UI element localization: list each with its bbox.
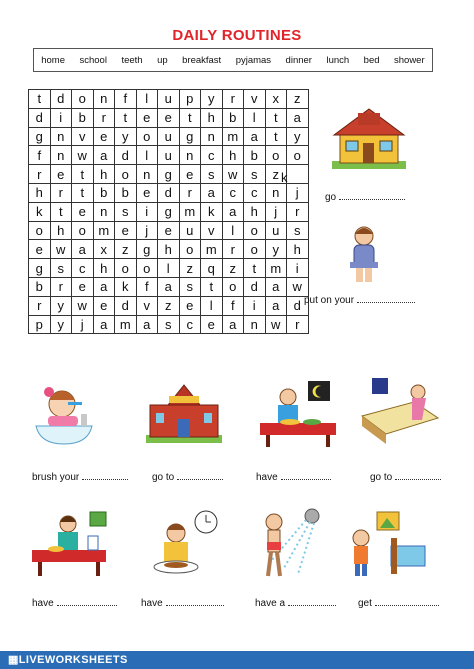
grid-cell[interactable]: v — [72, 127, 94, 146]
grid-cell[interactable]: h — [287, 240, 309, 259]
grid-cell[interactable]: r — [222, 90, 244, 109]
grid-cell[interactable]: a — [93, 146, 115, 165]
grid-cell[interactable]: d — [50, 90, 72, 109]
footer-bar — [0, 651, 474, 669]
grid-cell[interactable]: c — [72, 259, 94, 278]
grid-cell[interactable]: p — [179, 90, 201, 109]
grid-cell[interactable]: x — [265, 90, 287, 109]
grid-cell[interactable]: y — [201, 90, 223, 109]
school-picture — [144, 381, 224, 445]
grid-cell[interactable]: w — [50, 240, 72, 259]
grid-cell[interactable]: r — [287, 315, 309, 334]
prompt-have-lunch: have — [141, 597, 224, 609]
grid-cell[interactable]: g — [158, 202, 180, 221]
grid-cell[interactable]: f — [115, 90, 137, 109]
grid-cell[interactable]: u — [158, 90, 180, 109]
grid-cell[interactable]: b — [115, 183, 137, 202]
word-home: home — [41, 54, 65, 66]
grid-cell[interactable]: m — [201, 240, 223, 259]
grid-cell[interactable]: c — [222, 183, 244, 202]
grid-cell[interactable]: t — [179, 108, 201, 127]
grid-cell[interactable]: t — [115, 108, 137, 127]
grid-cell[interactable]: m — [222, 127, 244, 146]
grid-cell[interactable]: r — [50, 183, 72, 202]
grid-cell[interactable]: x — [93, 240, 115, 259]
grid-cell[interactable]: j — [136, 221, 158, 240]
grid-cell[interactable]: g — [136, 240, 158, 259]
grid-cell[interactable]: j — [265, 202, 287, 221]
grid-cell[interactable]: e — [179, 165, 201, 184]
prompt-put-on: put on your — [304, 294, 415, 306]
grid-row — [29, 202, 309, 221]
grid-cell[interactable]: r — [29, 296, 51, 315]
grid-cell[interactable]: o — [244, 221, 266, 240]
grid-cell[interactable]: g — [29, 259, 51, 278]
lunch-picture — [144, 509, 224, 579]
grid-cell[interactable]: o — [136, 259, 158, 278]
grid-cell[interactable]: b — [244, 146, 266, 165]
blank-go-to-school[interactable] — [177, 471, 223, 480]
grid-cell[interactable]: b — [222, 108, 244, 127]
breakfast-picture — [30, 510, 108, 578]
prompt-go-to-school: go to — [152, 471, 223, 483]
grid-cell[interactable]: t — [72, 183, 94, 202]
grid-cell[interactable]: h — [158, 240, 180, 259]
grid-cell[interactable]: n — [93, 202, 115, 221]
blank-have-breakfast[interactable] — [57, 597, 117, 606]
grid-cell[interactable]: o — [29, 221, 51, 240]
grid-cell[interactable]: s — [287, 221, 309, 240]
grid-cell[interactable]: e — [136, 183, 158, 202]
grid-cell[interactable]: k — [201, 202, 223, 221]
grid-cell[interactable]: o — [115, 165, 137, 184]
shower-picture — [254, 508, 328, 580]
grid-cell[interactable]: y — [115, 127, 137, 146]
grid-cell[interactable]: u — [158, 127, 180, 146]
word-school: school — [79, 54, 107, 66]
grid-row — [29, 108, 309, 127]
grid-cell[interactable]: a — [93, 277, 115, 296]
grid-cell[interactable]: a — [244, 127, 266, 146]
word-search-grid — [28, 89, 309, 334]
grid-cell[interactable]: y — [50, 296, 72, 315]
grid-cell[interactable]: e — [72, 277, 94, 296]
grid-cell[interactable]: t — [29, 90, 51, 109]
grid-cell[interactable]: n — [179, 146, 201, 165]
grid-cell[interactable]: l — [244, 108, 266, 127]
grid-cell[interactable] — [287, 165, 309, 184]
grid-cell[interactable]: a — [72, 240, 94, 259]
grid-cell[interactable]: t — [265, 108, 287, 127]
grid-extra-letter: k — [281, 170, 288, 185]
word-teeth: teeth — [121, 54, 143, 66]
grid-cell[interactable]: g — [29, 127, 51, 146]
prompt-get-up: get — [358, 597, 439, 609]
grid-cell[interactable]: n — [93, 90, 115, 109]
blank-have-a-shower[interactable] — [288, 597, 336, 606]
grid-cell[interactable]: o — [115, 259, 137, 278]
grid-cell[interactable]: a — [158, 277, 180, 296]
grid-cell[interactable]: e — [93, 127, 115, 146]
grid-cell[interactable]: o — [222, 277, 244, 296]
grid-cell[interactable]: w — [72, 146, 94, 165]
grid-cell[interactable]: v — [201, 221, 223, 240]
blank-put-on[interactable] — [357, 294, 415, 303]
grid-row — [29, 315, 309, 334]
grid-cell[interactable]: y — [265, 240, 287, 259]
grid-cell[interactable]: n — [136, 165, 158, 184]
grid-cell[interactable]: m — [265, 259, 287, 278]
getting-up-picture — [347, 510, 427, 578]
grid-cell[interactable]: r — [179, 183, 201, 202]
word-bank — [33, 48, 433, 72]
grid-cell[interactable]: b — [29, 277, 51, 296]
grid-cell[interactable]: a — [201, 183, 223, 202]
word-pyjamas: pyjamas — [235, 54, 272, 66]
grid-cell[interactable]: z — [287, 90, 309, 109]
grid-cell[interactable]: n — [244, 315, 266, 334]
grid-cell[interactable]: n — [50, 127, 72, 146]
grid-cell[interactable]: s — [158, 315, 180, 334]
grid-cell[interactable]: h — [93, 259, 115, 278]
grid-cell[interactable]: f — [136, 277, 158, 296]
prompt-go-home: go — [325, 191, 405, 203]
grid-cell[interactable]: p — [29, 315, 51, 334]
grid-cell[interactable]: d — [287, 296, 309, 315]
grid-cell[interactable]: r — [50, 277, 72, 296]
grid-row — [29, 90, 309, 109]
grid-cell[interactable]: a — [136, 315, 158, 334]
grid-cell[interactable]: z — [115, 240, 137, 259]
grid-row — [29, 221, 309, 240]
grid-cell[interactable]: o — [287, 146, 309, 165]
word-shower: shower — [394, 54, 425, 66]
grid-cell[interactable]: a — [222, 202, 244, 221]
grid-cell[interactable]: z — [158, 296, 180, 315]
bed-picture — [360, 378, 440, 446]
grid-cell[interactable]: l — [136, 90, 158, 109]
grid-cell[interactable]: z — [265, 165, 287, 184]
grid-cell[interactable]: l — [158, 259, 180, 278]
grid-cell[interactable]: z — [222, 259, 244, 278]
grid-cell[interactable]: i — [244, 296, 266, 315]
grid-cell[interactable]: o — [179, 240, 201, 259]
blank-have-dinner[interactable] — [281, 471, 331, 480]
grid-cell[interactable]: t — [265, 127, 287, 146]
grid-cell[interactable]: z — [179, 259, 201, 278]
grid-cell[interactable]: i — [136, 202, 158, 221]
grid-cell[interactable]: w — [222, 165, 244, 184]
grid-cell[interactable]: s — [50, 259, 72, 278]
grid-cell[interactable]: u — [179, 221, 201, 240]
footer-logo-text: LIVEWORKSHEETS — [18, 654, 128, 666]
grid-cell[interactable]: c — [244, 183, 266, 202]
grid-cell[interactable]: n — [50, 146, 72, 165]
grid-cell[interactable]: f — [222, 296, 244, 315]
grid-cell[interactable]: a — [93, 315, 115, 334]
grid-cell[interactable]: e — [72, 202, 94, 221]
blank-get-up[interactable] — [375, 597, 439, 606]
grid-cell[interactable]: r — [93, 108, 115, 127]
blank-brush[interactable] — [82, 471, 128, 480]
grid-cell[interactable]: c — [201, 146, 223, 165]
grid-cell[interactable]: r — [29, 165, 51, 184]
grid-cell[interactable]: t — [201, 277, 223, 296]
grid-cell[interactable]: m — [93, 221, 115, 240]
grid-cell[interactable]: l — [136, 146, 158, 165]
grid-cell[interactable]: o — [72, 90, 94, 109]
grid-cell[interactable]: b — [72, 108, 94, 127]
grid-cell[interactable]: e — [136, 108, 158, 127]
grid-cell[interactable]: a — [287, 108, 309, 127]
grid-cell[interactable]: s — [244, 165, 266, 184]
grid-row — [29, 240, 309, 259]
grid-cell[interactable]: d — [244, 277, 266, 296]
grid-cell[interactable]: r — [222, 240, 244, 259]
grid-cell[interactable]: h — [93, 165, 115, 184]
grid-cell[interactable]: u — [158, 146, 180, 165]
prompt-have-breakfast: have — [32, 597, 117, 609]
grid-cell[interactable]: o — [72, 221, 94, 240]
grid-cell[interactable]: w — [287, 277, 309, 296]
word-bed: bed — [363, 54, 380, 66]
grid-row — [29, 277, 309, 296]
dinner-picture — [258, 381, 338, 449]
blank-go-to-bed[interactable] — [395, 471, 441, 480]
grid-cell[interactable]: k — [29, 202, 51, 221]
prompt-have-a-shower: have a — [255, 597, 336, 609]
grid-row — [29, 146, 309, 165]
grid-row — [29, 259, 309, 278]
grid-cell[interactable]: g — [179, 127, 201, 146]
grid-cell[interactable]: e — [158, 221, 180, 240]
grid-cell[interactable]: y — [50, 315, 72, 334]
grid-cell[interactable]: o — [244, 240, 266, 259]
grid-cell[interactable]: y — [287, 127, 309, 146]
girl-brushing-teeth-picture — [22, 380, 106, 448]
grid-cell[interactable]: n — [265, 183, 287, 202]
grid-row — [29, 183, 309, 202]
grid-cell[interactable]: w — [72, 296, 94, 315]
grid-row — [29, 296, 309, 315]
grid-cell[interactable]: b — [93, 183, 115, 202]
footer-logo-icon: ▦ — [8, 654, 19, 666]
grid-cell[interactable]: t — [50, 202, 72, 221]
prompt-brush: brush your — [32, 471, 128, 483]
grid-cell[interactable]: d — [115, 146, 137, 165]
grid-cell[interactable]: h — [244, 202, 266, 221]
grid-cell[interactable]: o — [265, 146, 287, 165]
grid-cell[interactable]: l — [222, 221, 244, 240]
grid-cell[interactable]: h — [222, 146, 244, 165]
word-lunch: lunch — [326, 54, 350, 66]
grid-cell[interactable]: s — [179, 277, 201, 296]
grid-cell[interactable]: a — [265, 296, 287, 315]
grid-cell[interactable]: e — [93, 296, 115, 315]
house-picture — [328, 103, 410, 173]
grid-cell[interactable]: h — [50, 221, 72, 240]
grid-cell[interactable]: e — [201, 315, 223, 334]
grid-cell[interactable]: n — [201, 127, 223, 146]
grid-row — [29, 165, 309, 184]
grid-cell[interactable]: s — [201, 165, 223, 184]
grid-cell[interactable]: e — [50, 165, 72, 184]
grid-cell[interactable]: d — [29, 108, 51, 127]
blank-go-home[interactable] — [339, 191, 405, 200]
prompt-go-to-bed: go to — [370, 471, 441, 483]
grid-cell[interactable]: e — [179, 296, 201, 315]
grid-cell[interactable]: f — [29, 146, 51, 165]
grid-cell[interactable]: s — [115, 202, 137, 221]
grid-cell[interactable]: r — [287, 202, 309, 221]
grid-cell[interactable]: l — [201, 296, 223, 315]
prompt-have-dinner: have — [256, 471, 331, 483]
grid-cell[interactable]: v — [136, 296, 158, 315]
grid-cell[interactable]: j — [287, 183, 309, 202]
word-dinner: dinner — [285, 54, 312, 66]
word-up: up — [157, 54, 168, 66]
grid-cell[interactable]: v — [244, 90, 266, 109]
grid-cell[interactable]: t — [244, 259, 266, 278]
word-breakfast: breakfast — [182, 54, 222, 66]
grid-row — [29, 127, 309, 146]
grid-cell[interactable]: m — [179, 202, 201, 221]
grid-cell[interactable]: i — [287, 259, 309, 278]
footer-logo[interactable] — [8, 653, 128, 666]
grid-cell[interactable]: k — [115, 277, 137, 296]
grid-cell[interactable]: e — [29, 240, 51, 259]
boy-getting-dressed-picture — [342, 224, 386, 286]
grid-cell[interactable]: h — [201, 108, 223, 127]
grid-cell[interactable]: w — [265, 315, 287, 334]
grid-cell[interactable]: c — [179, 315, 201, 334]
grid-cell[interactable]: o — [136, 127, 158, 146]
blank-have-lunch[interactable] — [166, 597, 224, 606]
grid-cell[interactable]: d — [115, 296, 137, 315]
grid-cell[interactable]: j — [72, 315, 94, 334]
grid-cell[interactable]: d — [158, 183, 180, 202]
grid-cell[interactable]: g — [158, 165, 180, 184]
grid-cell[interactable]: e — [115, 221, 137, 240]
page-title: DAILY ROUTINES — [172, 27, 302, 44]
grid-cell[interactable]: h — [29, 183, 51, 202]
grid-cell[interactable]: m — [115, 315, 137, 334]
grid-cell[interactable]: t — [72, 165, 94, 184]
grid-cell[interactable]: q — [201, 259, 223, 278]
grid-cell[interactable]: u — [265, 221, 287, 240]
grid-cell[interactable]: a — [265, 277, 287, 296]
grid-cell[interactable]: i — [50, 108, 72, 127]
grid-cell[interactable]: e — [158, 108, 180, 127]
grid-cell[interactable]: a — [222, 315, 244, 334]
